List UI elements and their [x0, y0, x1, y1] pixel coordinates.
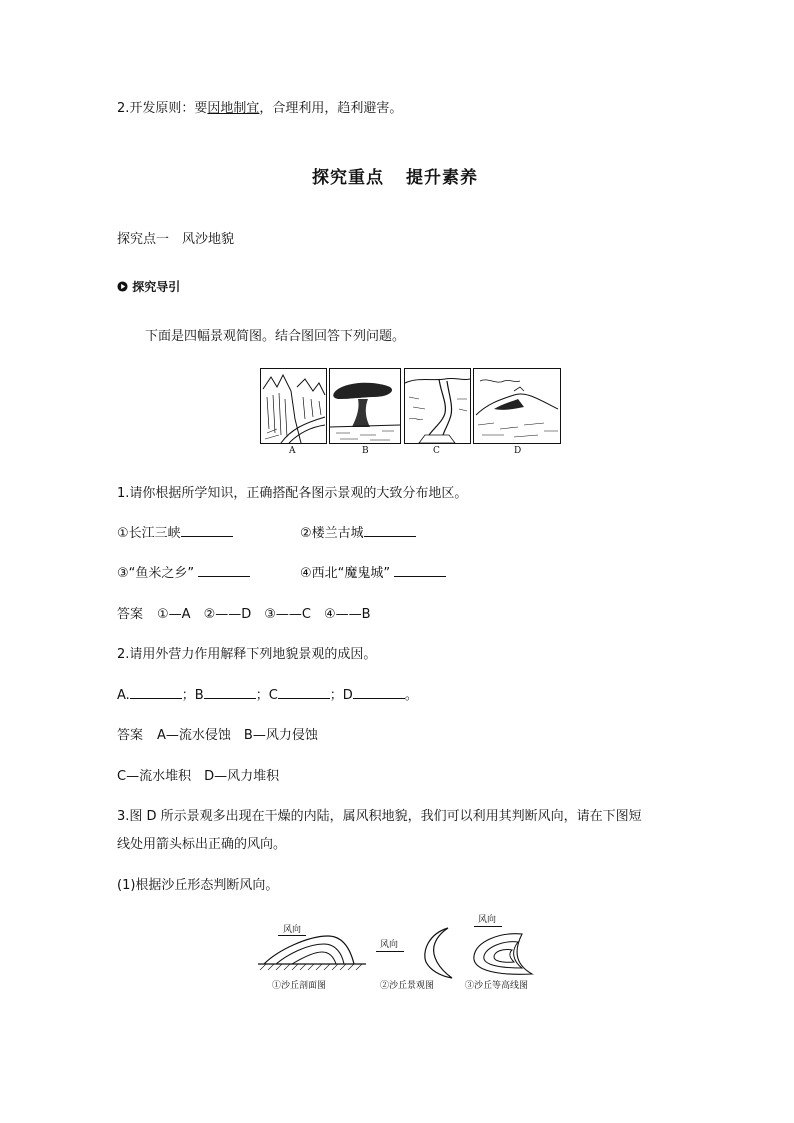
q2-answer-line2: C—流水堆积 D—风力堆积 — [117, 769, 280, 784]
q1-text: 1.请你根据所学知识，正确搭配各图示景观的大致分布地区。 — [117, 486, 468, 501]
intro-text: 下面是四幅景观简图。结合图回答下列问题。 — [145, 329, 406, 344]
q2-blank-a[interactable] — [130, 686, 182, 699]
landscape-picture-d — [473, 368, 561, 444]
picture-label-a: A — [289, 446, 296, 456]
principle-prefix: 2.开发原则：要 — [117, 101, 208, 116]
q3-line2: 线处用箭头标出正确的风向。 — [117, 837, 287, 852]
landscape-picture-c — [404, 368, 471, 444]
principle-underlined: 因地制宜 — [207, 101, 260, 116]
q1-blank-2[interactable] — [364, 524, 416, 537]
landscape-picture-a — [260, 368, 327, 444]
q2-blanks — [117, 684, 418, 703]
q2-blank-d[interactable] — [353, 686, 405, 699]
q1-blank-4[interactable] — [394, 564, 446, 577]
q2-answer-label: 答案 — [117, 728, 144, 743]
q1-item-4-label: ④西北“魔鬼城” — [300, 566, 391, 581]
q2-blank-label-b: ；B — [181, 688, 204, 703]
picture-label-b: B — [362, 446, 369, 456]
q2-end-mark: 。 — [404, 688, 418, 703]
q2-blank-label-d: ；D — [329, 688, 353, 703]
section-title — [312, 163, 478, 188]
q2-blank-c[interactable] — [278, 686, 330, 699]
q1-item-1 — [117, 522, 233, 541]
point-title: 探究点一 风沙地貌 — [117, 232, 235, 247]
principle-line — [117, 97, 402, 116]
q1-blank-1[interactable] — [181, 524, 233, 537]
q3-sub1: (1)根据沙丘形态判断风向。 — [117, 878, 279, 893]
q2-blank-b[interactable] — [204, 686, 256, 699]
q1-item-3 — [117, 562, 250, 581]
mushroom-rock-illustration — [330, 369, 400, 443]
gorge-illustration — [261, 369, 326, 443]
river-delta-illustration — [405, 369, 470, 443]
guide-heading — [117, 278, 180, 295]
dune-contour-wind-label: 风向 — [478, 915, 497, 925]
q2-answer-line1: A—流水侵蚀 B—风力侵蚀 — [157, 728, 318, 743]
section-title-right: 提升素养 — [406, 168, 478, 188]
barchan-diagram — [412, 924, 462, 980]
q2-text: 2.请用外营力作用解释下列地貌景观的成因。 — [117, 647, 377, 662]
section-title-left: 探究重点 — [312, 168, 384, 188]
sand-dune-illustration — [474, 369, 560, 443]
picture-label-c: C — [433, 446, 440, 456]
picture-label-d: D — [514, 446, 522, 456]
q1-item-1-label: ①长江三峡 — [117, 526, 181, 541]
q1-blank-3[interactable] — [198, 564, 250, 577]
dune-contour-wind-line[interactable] — [474, 926, 502, 927]
q2-answer — [117, 724, 318, 743]
q1-answer — [117, 603, 371, 622]
q1-item-4 — [300, 562, 446, 581]
dune-landscape-wind-label: 风向 — [380, 940, 399, 950]
principle-suffix: ，合理利用，趋利避害。 — [259, 101, 403, 116]
dune-caption-2: ②沙丘景观图 — [380, 981, 435, 991]
dune-caption-1: ①沙丘剖面图 — [272, 981, 327, 991]
q3-line1: 3.图 D 所示景观多出现在干燥的内陆，属风积地貌，我们可以利用其判断风向，请在下图短 — [117, 809, 642, 824]
landscape-picture-b — [329, 368, 401, 444]
q1-item-3-label: ③“鱼米之乡” — [117, 566, 195, 581]
q1-answer-text: ①—A ②——D ③——C ④——B — [157, 607, 371, 622]
guide-label: 探究导引 — [132, 280, 181, 294]
q2-blank-label-c: ；C — [255, 688, 278, 703]
q1-item-2-label: ②楼兰古城 — [300, 526, 364, 541]
play-circle-icon — [117, 281, 128, 292]
dune-contour-diagram — [468, 930, 538, 978]
dune-caption-3: ③沙丘等高线图 — [465, 981, 529, 991]
q2-blank-label-a: A. — [117, 688, 130, 703]
dune-profile-wind-label: 风向 — [283, 925, 302, 935]
q1-answer-label: 答案 — [117, 607, 144, 622]
dune-profile-diagram — [258, 930, 368, 972]
q1-item-2 — [300, 522, 416, 541]
dune-landscape-wind-line[interactable] — [376, 951, 404, 952]
